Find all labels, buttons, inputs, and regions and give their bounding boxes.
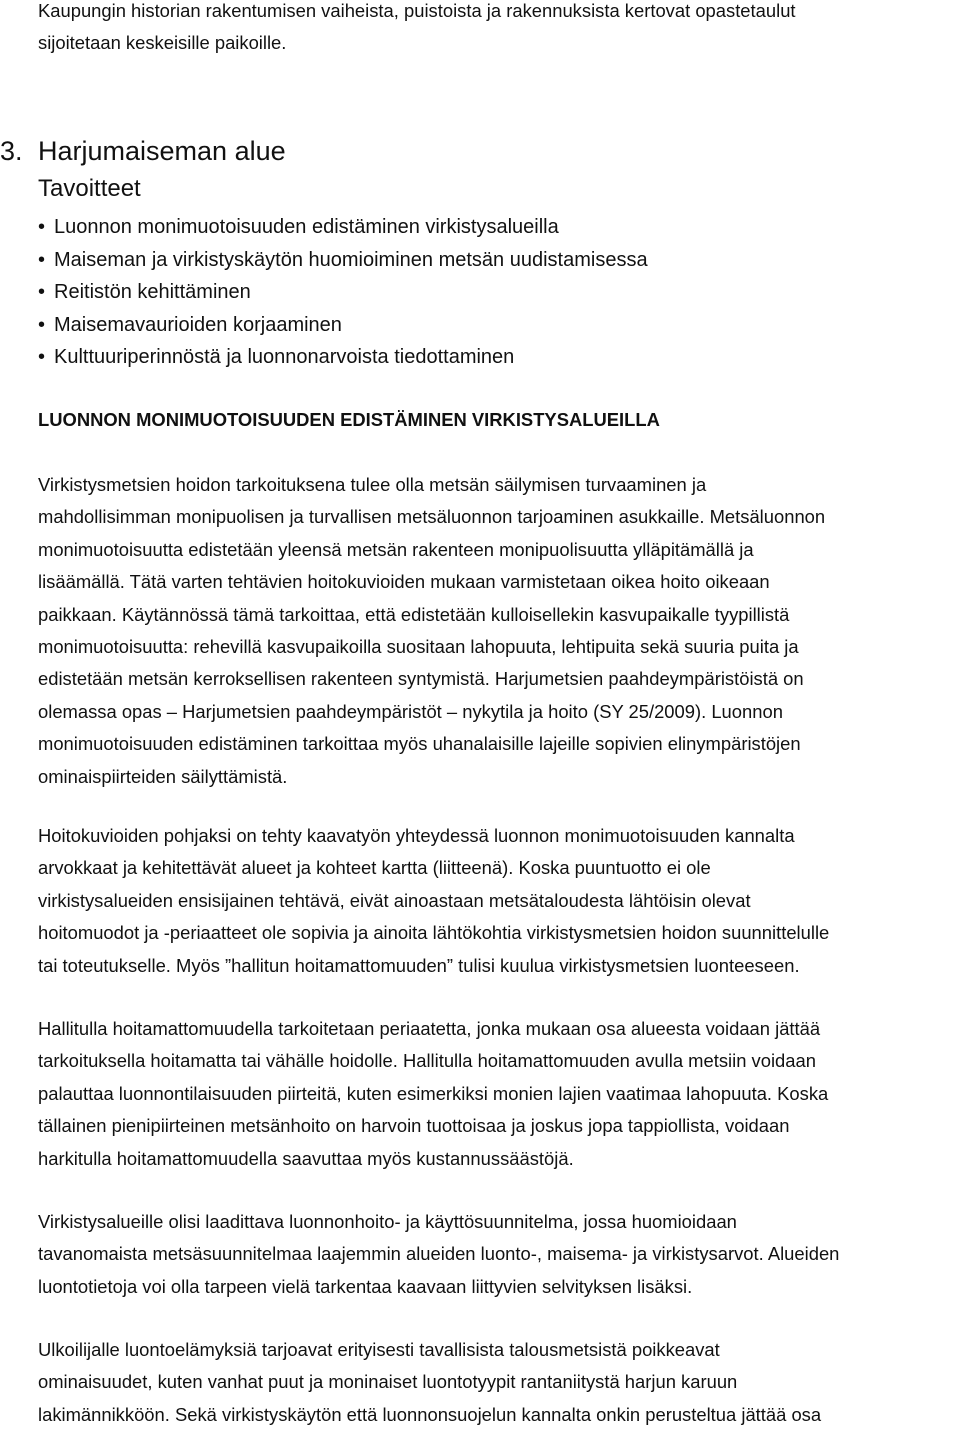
body-paragraph — [38, 1206, 960, 1303]
goal-item: • Maisemavaurioiden korjaaminen — [38, 309, 648, 342]
text-line: monimuotoisuuden edistäminen tarkoittaa myös uhanalaisille lajeille sopivien elinympäristöjen — [38, 733, 801, 755]
text-line: virkistysalueiden ensisijainen tehtävä, eivät ainoastaan metsätaloudesta lähtöisin olevat — [38, 889, 751, 911]
text-line: Virkistysmetsien hoidon tarkoituksena tulee olla metsän säilymisen turvaaminen ja — [38, 474, 707, 495]
text-line: luontotietoja voi olla tarpeen vielä tarkentaa kaavaan liittyvien selvityksen lisäksi. — [38, 1275, 693, 1297]
section-heading — [0, 133, 286, 169]
text-line: monimuotoisuutta edistetään yleensä metsän rakenteen monipuolisuutta ylläpitämällä ja — [38, 538, 754, 560]
subsection-title: LUONNON MONIMUOTOISUUDEN EDISTÄMINEN VIRKISTYSALUEILLA — [38, 409, 660, 430]
text-line: Virkistysalueille olisi laadittava luonnonhoito- ja käyttösuunnitelma, jossa huomioidaan — [38, 1211, 737, 1232]
text-line: Kaupungin historian rakentumisen vaiheista, puistoista ja rakennuksista kertovat opastetaulut — [38, 0, 796, 21]
text-line: tällainen pienipiirteinen metsänhoito on harvoin tuottoisaa ja joskus jopa tappiollista, voidaan — [38, 1115, 790, 1137]
section-subtitle: Tavoitteet — [38, 175, 141, 202]
body-paragraph — [38, 469, 960, 793]
text-line: Ulkoilijalle luontoelämyksiä tarjoavat erityisesti tavallisista talousmetsistä poikkeavat — [38, 1339, 720, 1360]
text-line: Hallitulla hoitamattomuudella tarkoitetaan periaatetta, jonka mukaan osa alueesta voidaan jättää — [38, 1018, 821, 1039]
text-line: tavanomaista metsäsuunnitelmaa laajemmin alueiden luonto-, maisema- ja virkistysarvot. Alueiden — [38, 1243, 840, 1265]
section-number: 3. — [0, 136, 23, 166]
text-line: lisäämällä. Tätä varten tehtävien hoitokuvioiden mukaan varmistetaan oikea hoito oikeaan — [38, 571, 770, 593]
text-line: ominaisuudet, kuten vanhat puut ja moninaiset luontotyypit rantaniitystä harjun karuun — [38, 1371, 738, 1393]
goal-item: • Maiseman ja virkistyskäytön huomioiminen metsän uudistamisessa — [38, 244, 648, 277]
text-line: Hoitokuvioiden pohjaksi on tehty kaavatyön yhteydessä luonnon monimuotoisuuden kannalta — [38, 825, 795, 846]
text-line: tarkoituksella hoitamatta tai vähälle hoidolle. Hallitulla hoitamattomuuden avulla metsiin voidaan — [38, 1050, 816, 1072]
text-line: monimuotoisuutta: rehevillä kasvupaikoilla suositaan lahopuuta, lehtipuita sekä suuria puita ja — [38, 636, 799, 658]
goal-item: • Kulttuuriperinnöstä ja luonnonarvoista tiedottaminen — [38, 341, 648, 374]
text-line: palauttaa luonnontilaisuuden piirteitä, kuten esimerkiksi monien lajien vaatimaa lahopuuta. Koska — [38, 1082, 829, 1104]
text-line: edistetään metsän kerroksellisen rakenteen syntymistä. Harjumetsien paahdeympäristöistä on — [38, 668, 804, 690]
body-paragraph — [38, 820, 960, 982]
text-line: mahdollisimman monipuolisen ja turvallisen metsäluonnon tarjoaminen asukkaille. Metsäluonnon — [38, 506, 826, 528]
text-line: ominaispiirteiden säilyttämistä. — [38, 765, 288, 787]
goals-list — [38, 211, 648, 374]
text-line: olemassa opas – Harjumetsien paahdeympäristöt – nykytila ja hoito (SY 25/2009). Luonnon — [38, 700, 783, 722]
goal-item: • Reitistön kehittäminen — [38, 276, 648, 309]
goal-item: • Luonnon monimuotoisuuden edistäminen virkistysalueilla — [38, 211, 648, 244]
body-paragraph — [38, 1013, 960, 1175]
text-line: tai toteutukselle. Myös ”hallitun hoitamattomuuden” tulisi kuulua virkistysmetsien luonteeseen. — [38, 954, 800, 976]
text-line: paikkaan. Käytännössä tämä tarkoittaa, että edistetään kulloisellekin kasvupaikalle tyypillistä — [38, 603, 790, 625]
text-line: sijoitetaan keskeisille paikoille. — [38, 32, 287, 54]
text-line: arvokkaat ja kehitettävät alueet ja kohteet kartta (liitteenä). Koska puuntuotto ei ole — [38, 857, 711, 879]
text-line: hoitomuodot ja -periaatteet ole sopivia ja ainoita lähtökohtia virkistysmetsien hoidon suunnittelulle — [38, 922, 830, 944]
intro-paragraph — [38, 0, 960, 60]
text-line: harkitulla hoitamattomuudella saavuttaa myös kustannussäästöjä. — [38, 1147, 574, 1169]
body-paragraph — [38, 1334, 960, 1431]
text-line: lakimännikköön. Sekä virkistyskäytön että luonnonsuojelun kannalta onkin perusteltua jättää osa — [38, 1403, 822, 1425]
section-title: Harjumaiseman alue — [38, 136, 286, 166]
